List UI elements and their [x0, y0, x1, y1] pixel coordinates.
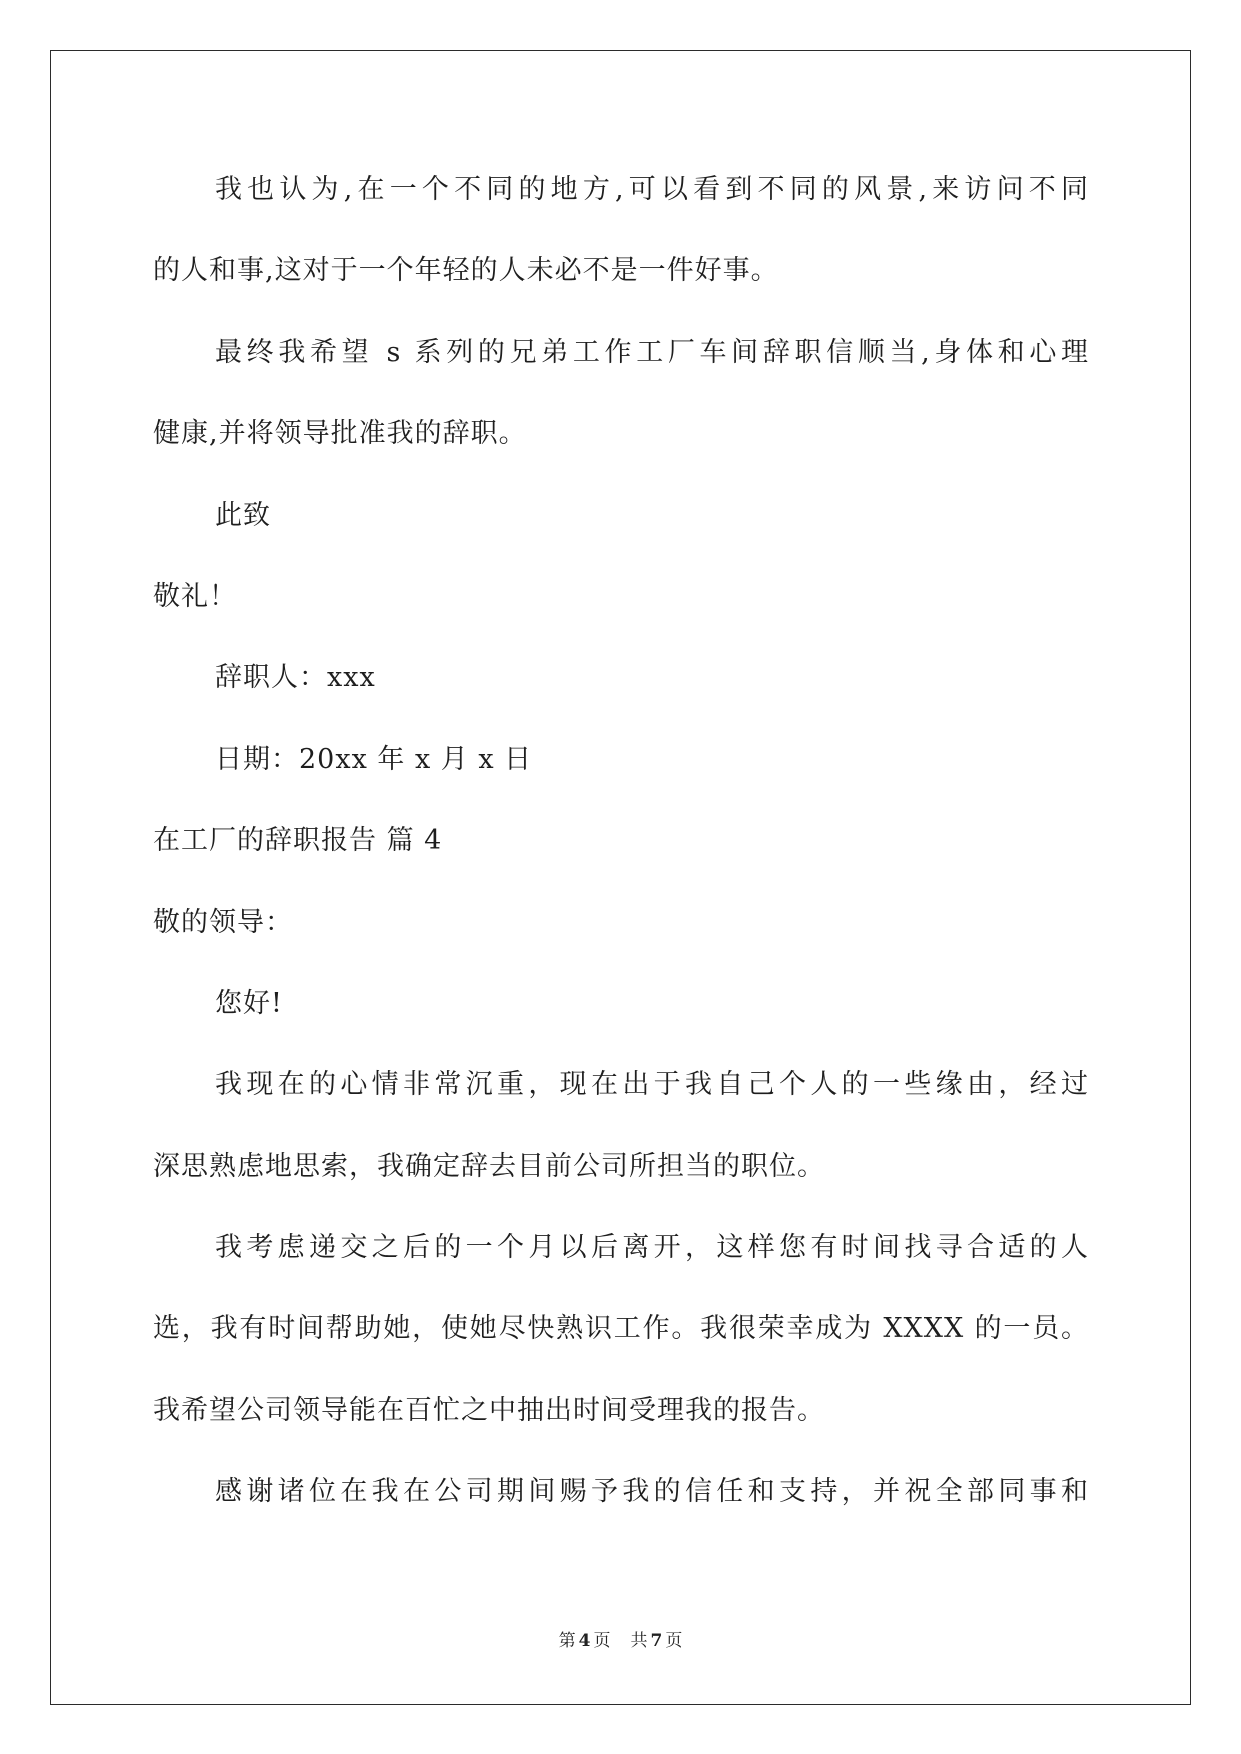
footer-page-suffix: 页 [593, 1631, 611, 1651]
footer-total-suffix: 页 [665, 1631, 683, 1651]
footer-current-page: 4 [578, 1631, 591, 1651]
body-paragraph-line: 我希望公司领导能在百忙之中抽出时间受理我的报告。 [153, 1394, 825, 1426]
body-paragraph-line: 感谢诸位在我在公司期间赐予我的信任和支持，并祝全部同事和 [215, 1476, 1089, 1508]
recipient-line-line: 敬的领导： [153, 906, 293, 938]
body-paragraph-line: 我考虑递交之后的一个月以后离开，这样您有时间找寻合适的人 [215, 1232, 1089, 1264]
signer-line-line: 辞职人：xxx [215, 662, 376, 694]
date-line-line: 日期：20xx 年 x 月 x 日 [215, 743, 533, 775]
body-paragraph-line: 我也认为,在一个不同的地方,可以看到不同的风景,来访问不同 [215, 174, 1089, 205]
closing-salutation-line: 敬礼！ [153, 580, 237, 612]
body-paragraph-line: 选，我有时间帮助她，使她尽快熟识工作。我很荣幸成为 XXXX 的一员。 [153, 1313, 1089, 1345]
body-paragraph-line: 我现在的心情非常沉重，现在出于我自己个人的一些缘由，经过 [215, 1069, 1089, 1101]
greeting-line-line: 您好! [215, 987, 283, 1019]
section-heading-line: 在工厂的辞职报告 篇 4 [153, 825, 443, 857]
body-paragraph-line: 深思熟虑地思索，我确定辞去目前公司所担当的职位。 [153, 1150, 825, 1182]
body-paragraph-line: 健康,并将领导批准我的辞职。 [153, 418, 527, 450]
page-footer [0, 1629, 1241, 1653]
footer-page-prefix: 第 [558, 1631, 576, 1651]
closing-line-line: 此致 [215, 499, 271, 531]
footer-total-pages: 7 [650, 1631, 663, 1651]
document-body [153, 149, 1089, 1533]
footer-total-prefix: 共 [630, 1631, 648, 1651]
body-paragraph-line: 最终我希望 s 系列的兄弟工作工厂车间辞职信顺当,身体和心理 [215, 336, 1089, 368]
body-paragraph-line: 的人和事,这对于一个年轻的人未必不是一件好事。 [153, 255, 779, 287]
